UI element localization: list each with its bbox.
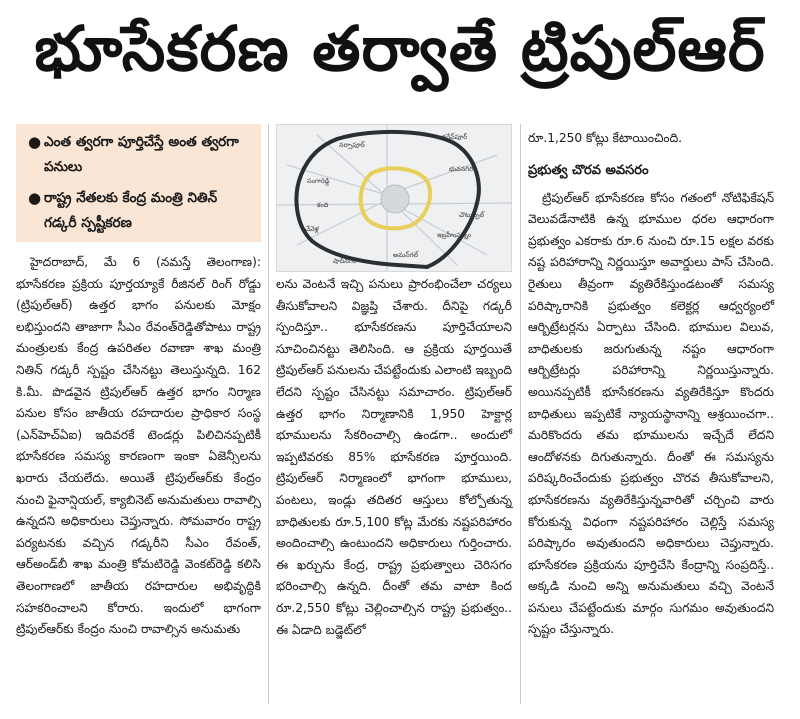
map-label: సంగారెడ్డి [307,177,330,185]
map-label: నర్సాపూర్‌ [339,141,365,149]
article-column-2 [276,274,512,641]
map-label: చౌటుప్పల్‌ [459,211,484,219]
column-divider [520,124,521,704]
article-paragraph: లను వెంటనే ఇచ్చి పనులు ప్రారంభించేలా చర్యలు తీసుకోవాలని విజ్ఞప్తి చేశారు. దీనిపై గడ్కరీ స్పందిస్తూ.. భూసేకరణను పూర్తిచేయాలని సూచించినట్టు తెలిసింది. ఆ ప్రక్రియ పూర్తయితే ట్రిపుల్‌ఆర్‌ పనులను చేపట్టేందుకు ఎలాంటి ఇబ్బంది లేదని స్పష్టం చేసినట్టు సమాచారం. ట్రిపుల్‌ఆర్‌ ఉత్తర భాగం నిర్మాణానికి 1,950 హెక్టార్ల భూములను సేకరించాల్సి ఉండగా.. అందులో ఇప్పటివరకు 85% భూసేకరణ పూర్తయింది. ట్రిపుల్‌ఆర్‌ నిర్మాణంలో భాగంగా భూములు, పంటలు, ఇండ్లు తదితర ఆస్తులు కోల్పోతున్న బాధితులకు రూ.5,100 కోట్ల మేరకు నష్టపరిహారం అందించాల్సి ఉంటుందని అధికారులు గుర్తించారు. ఈ ఖర్చును కేంద్ర, రాష్ట్ర ప్రభుత్వాలు చెరిసగం భరించాల్సి ఉన్నది. దీంతో తమ వాటా కింద రూ.2,550 కోట్లు చెల్లించాల్సిన రాష్ట్ర ప్రభుత్వం.. ఈ ఏడాది బడ్జెట్‌లో [276,277,512,637]
map-label: అమన్‌గల్‌ [393,251,419,259]
map-label: షాద్‌నగర్‌ [333,257,357,265]
article-paragraph: హైదరాబాద్‌, మే 6 (నమస్తే తెలంగాణ): భూసేకరణ ప్రక్రియ పూర్తయ్యాకే రీజినల్‌ రింగ్‌ రోడ్డు (ట్రిపుల్‌ఆర్‌) ఉత్తర భాగం పనులకు మోక్షం లభిస్తుందని తాజాగా సీఎం రేవంత్‌రెడ్డితోపాటు రాష్ట్ర మంత్రులకు కేంద్ర ఉపరితల రవాణా శాఖ మంత్రి నితిన్‌ గడ్కరీ స్పష్టం చేసినట్టు తెలుస్తున్నది. 162 కి.మీ. పొడవైన ట్రిపుల్‌ఆర్‌ ఉత్తర భాగం నిర్మాణ పనుల కోసం జాతీయ రహదారుల ప్రాధికార సంస్థ (ఎన్‌హెచ్‌ఏఐ) ఇదివరకే టెండర్లు పిలిచినప్పటికీ భూసేకరణ సమస్య కారణంగా ఇంకా ఏజెన్సీలను ఖరారు చేయలేదు. అయితే ట్రిపుల్‌ఆర్‌కు కేంద్రం నుంచి ఫైనాన్షియల్‌, క్యాబినెట్‌ అనుమతులు రావాల్సి ఉన్నదని అధికారులు చెప్తున్నారు. సోమవారం రాష్ట్ర పర్యటనకు వచ్చిన గడ్కరీని సీఎం రేవంత్‌, ఆర్‌అండ్‌బీ శాఖ మంత్రి కోమటిరెడ్డి వెంకట్‌రెడ్డి కలిసి తెలంగాణలో జాతీయ రహదారుల అభివృద్ధికి సహకరించాలని కోరారు. ఇందులో భాగంగా ట్రిపుల్‌ఆర్‌కు కేంద్రం నుంచి రావాల్సిన అనుమతు [16,255,261,637]
column-divider [268,124,269,704]
highlight-text: రాష్ట్ర నేతలకు కేంద్ర మంత్రి నితిన్‌ గడ్కరీ స్పష్టీకరణ [44,190,218,231]
article-paragraph: ట్రిపుల్‌ఆర్‌ భూసేకరణ కోసం గతంలో నోటిఫికేషన్‌ వెలువడేనాటికి ఉన్న భూముల ధరల ఆధారంగా ప్రభుత్వం ఎకరాకు రూ.6 నుంచి రూ.15 లక్షల వరకు నష్ట పరిహారాన్ని నిర్ణయిస్తూ అవార్డులు పాస్‌ చేసింది. రైతులు తీవ్రంగా వ్యతిరేకిస్తుండటంతో సమస్య పరిష్కారానికి ప్రభుత్వం కలెక్టర్ల ఆధ్వర్యంలో ఆర్బిట్రేటర్లను ఏర్పాటు చేసింది. భూముల విలువ, బాధితులకు జరుగుతున్న నష్టం ఆధారంగా ఆర్బిట్రేటర్లు పరిహారాన్ని నిర్ణయిస్తున్నారు. అయినప్పటికీ భూసేకరణను వ్యతిరేకిస్తూ కొందరు బాధితులు ఇప్పటికే న్యాయస్థానాన్ని ఆశ్రయించగా.. మరికొందరు తమ భూములను ఇచ్చేదే లేదని ఆందోళనకు దిగుతున్నారు. దీంతో ఈ సమస్యను పరిష్కరించేందుకు ప్రభుత్వం చొరవ తీసుకోవాలని, భూసేకరణను వ్యతిరేకిస్తున్నవారితో చర్చించి వారు కోరుకున్న విధంగా నష్టపరిహారం చెల్లిస్తే సమస్య పరిష్కారం అవుతుందని అధికారులు చెప్తున్నారు. భూసేకరణ ప్రక్రియను పూర్తిచేసి కేంద్రాన్ని సంప్రదిస్తే.. అక్కడి నుంచి అన్ని అనుమతులు వచ్చి వెంటనే పనులు చేపట్టేందుకు మార్గం సుగమం అవుతుందని స్పష్టం చేస్తున్నారు. [528,190,774,637]
highlight-item [28,130,251,180]
bullet-icon: ● [28,189,42,207]
map-label: చేవెళ్ల [305,225,319,233]
map-label: భువనగిరి [449,165,473,173]
article-column-1 [16,252,261,641]
map-label: జగదేవ్‌పూర్‌ [437,133,468,141]
headline-area [0,0,800,112]
highlights-box [16,124,261,242]
section-subheading: ప్రభుత్వ చొరవ అవసరం [528,162,649,178]
article-paragraph: రూ.1,250 కోట్లు కేటాయించింది. [528,131,683,145]
highlight-text: ఎంత త్వరగా పూర్తిచేస్తే అంత త్వరగా పనులు [44,134,239,175]
headline: భూసేకరణ తర్వాతే ట్రిపుల్‌ఆర్‌ [34,12,766,85]
bullet-icon: ● [28,133,42,151]
article-column-3 [528,128,774,641]
map-graphic [277,125,511,271]
highlight-item [28,186,251,236]
rrr-map [276,124,512,272]
map-label: ఇబ్రహీంపట్నం [437,231,472,239]
map-label: కంది [317,201,329,209]
